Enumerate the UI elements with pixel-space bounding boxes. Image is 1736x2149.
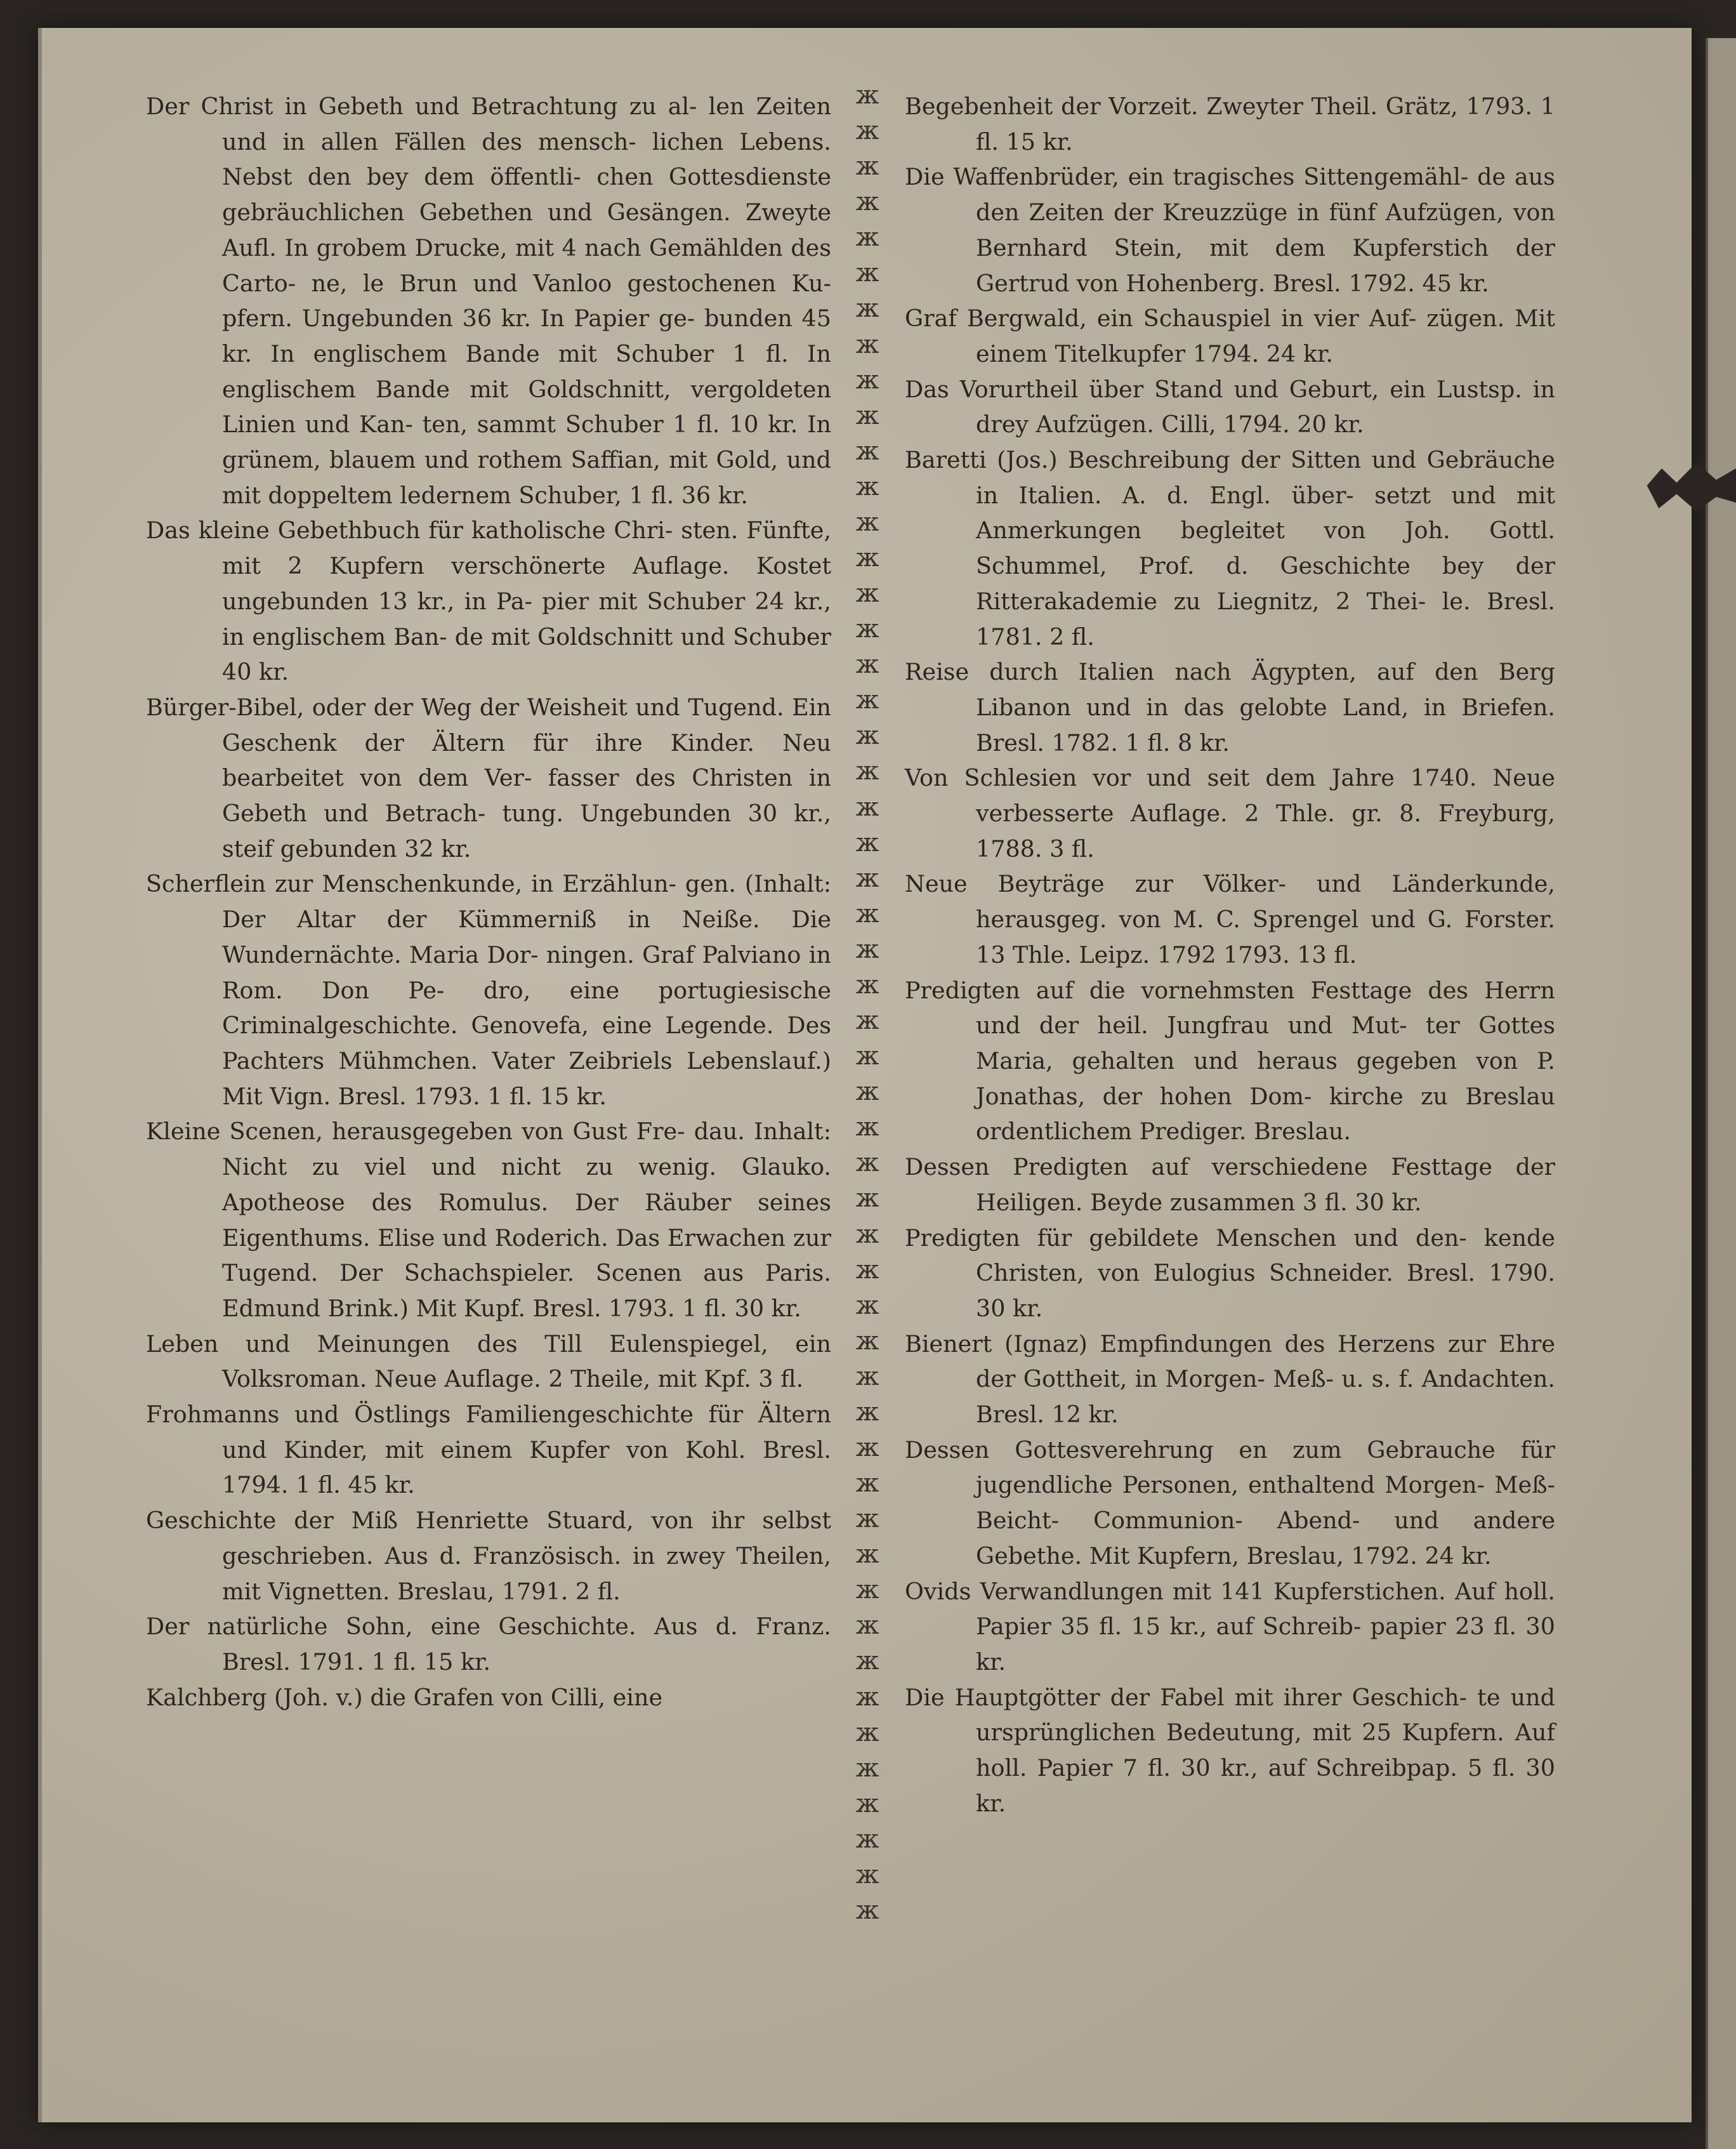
divider-ornament-icon: ж: [855, 472, 879, 501]
divider-ornament-icon: ж: [855, 1184, 879, 1213]
divider-ornament-icon: ж: [855, 1895, 879, 1925]
catalog-entry: Der natürliche Sohn, eine Geschichte. Aus d. Franz. Bresl. 1791. 1 fl. 15 kr.: [146, 1613, 831, 1676]
catalog-entry: Graf Bergwald, ein Schauspiel in vier Auf- zügen. Mit einem Titelkupfer 1794. 24 kr.: [905, 305, 1555, 367]
divider-ornament-icon: ж: [855, 436, 879, 466]
catalog-entry: Dessen Predigten auf verschiedene Festtage der Heiligen. Beyde zusammen 3 fl. 30 kr.: [905, 1153, 1555, 1216]
left-column: [146, 89, 831, 1715]
divider-ornament-icon: ж: [855, 1860, 879, 1889]
divider-ornament-icon: ж: [855, 365, 879, 395]
divider-ornament-icon: ж: [855, 934, 879, 964]
divider-ornament-icon: ж: [855, 1290, 879, 1320]
divider-ornament-icon: ж: [855, 1469, 879, 1498]
divider-ornament-icon: ж: [855, 1682, 879, 1712]
divider-ornament-icon: ж: [855, 650, 879, 680]
catalog-entry: Predigten auf die vornehmsten Festtage des Herrn und der heil. Jungfrau und Mut- ter Gottes Maria, gehalten und heraus gegeben von P. Jonathas, der hohen Dom- kirche zu Breslau ordentlichem Prediger. Breslau.: [905, 976, 1555, 1146]
divider-ornament-icon: ж: [855, 400, 879, 430]
divider-ornament-icon: ж: [855, 507, 879, 537]
divider-ornament-icon: ж: [855, 258, 879, 288]
divider-ornament-icon: ж: [855, 614, 879, 644]
divider-ornament-icon: ж: [855, 1148, 879, 1178]
divider-ornament-icon: ж: [855, 1397, 879, 1427]
divider-ornament-icon: ж: [855, 116, 879, 146]
divider-ornament-icon: ж: [855, 792, 879, 822]
catalog-entry: Predigten für gebildete Menschen und den- kende Christen, von Eulogius Schneider. Bresl. 1790. 30 kr.: [905, 1224, 1555, 1322]
catalog-entry: Ovids Verwandlungen mit 141 Kupferstichen. Auf holl. Papier 35 fl. 15 kr., auf Schreib- papier 23 fl. 30 kr.: [905, 1577, 1555, 1676]
divider-ornament-icon: ж: [855, 187, 879, 217]
divider-ornament-icon: ж: [855, 863, 879, 893]
catalog-entry: Geschichte der Miß Henriette Stuard, von ihr selbst geschrieben. Aus d. Französisch. in zwey Theilen, mit Vignetten. Breslau, 1791. 2 fl.: [146, 1507, 831, 1605]
divider-ornament-icon: ж: [855, 685, 879, 715]
catalog-entry: Baretti (Jos.) Beschreibung der Sitten und Gebräuche in Italien. A. d. Engl. über- setzt und mit Anmerkungen begleitet von Joh. Gottl. Schummel, Prof. d. Geschichte bey der Ritterakademie zu Liegnitz, 2 Thei- le. Bresl. 1781. 2 fl.: [905, 446, 1555, 651]
divider-ornament-icon: ж: [855, 970, 879, 1000]
divider-ornament-icon: ж: [855, 543, 879, 573]
divider-ornament-icon: ж: [855, 1432, 879, 1462]
catalog-entry: Das kleine Gebethbuch für katholische Chri- sten. Fünfte, mit 2 Kupfern verschönerte Auflage. Kostet ungebunden 13 kr., in Pa- pier mit Schuber 24 kr., in englischem Ban- de mit Goldschnitt und Schuber 40 kr.: [146, 517, 831, 686]
divider-ornament-icon: ж: [855, 329, 879, 359]
divider-ornament-icon: ж: [855, 1824, 879, 1854]
divider-ornament-icon: ж: [855, 1646, 879, 1676]
divider-ornament-icon: ж: [855, 1611, 879, 1641]
divider-ornament-icon: ж: [855, 294, 879, 324]
catalog-entry: Der Christ in Gebeth und Betrachtung zu al- len Zeiten und in allen Fällen des mensch- lichen Lebens. Nebst den bey dem öffentli- chen Gottesdienste gebräuchlichen Gebethen und Gesängen. Zweyte Aufl. In grobem Drucke, mit 4 nach Gemählden des Carto- ne, le Brun und Vanloo gestochenen Ku- pfern. Ungebunden 36 kr. In Papier ge- bunden 45 kr. In englischem Bande mit Schuber 1 fl. In englischem Bande mit Goldschnitt, vergoldeten Linien und Kan- ten, sammt Schuber 1 fl. 10 kr. In grünem, blauem und rothem Saffian, mit Gold, und mit doppeltem ledernem Schuber, 1 fl. 36 kr.: [146, 93, 831, 509]
divider-ornament-icon: ж: [855, 721, 879, 751]
divider-ornament-icon: ж: [855, 1575, 879, 1605]
adjacent-page-edge: [1706, 38, 1736, 2149]
divider-ornament-icon: ж: [855, 223, 879, 253]
catalog-entry: Kleine Scenen, herausgegeben von Gust Fre- dau. Inhalt: Nicht zu viel und nicht zu wenig. Glauko. Apotheose des Romulus. Der Räuber seines Eigenthums. Elise und Roderich. Das Erwachen zur Tugend. Der Schachspieler. Scenen aus Paris. Edmund Brink.) Mit Kupf. Bresl. 1793. 1 fl. 30 kr.: [146, 1118, 831, 1322]
catalog-entry: Die Hauptgötter der Fabel mit ihrer Geschich- te und ursprünglichen Bedeutung, mit 25 Kupfern. Auf holl. Papier 7 fl. 30 kr., auf Schreibpap. 5 fl. 30 kr.: [905, 1683, 1555, 1817]
divider-ornament-icon: ж: [855, 1789, 879, 1818]
catalog-entry: Kalchberg (Joh. v.) die Grafen von Cilli, eine: [146, 1683, 663, 1711]
divider-ornament-icon: ж: [855, 1113, 879, 1142]
catalog-entry: Reise durch Italien nach Ägypten, auf den Berg Libanon und in das gelobte Land, in Briefen. Bresl. 1782. 1 fl. 8 kr.: [905, 658, 1555, 757]
divider-ornament-icon: ж: [855, 1753, 879, 1783]
divider-ornament-icon: ж: [855, 757, 879, 786]
catalog-entry: Das Vorurtheil über Stand und Geburt, ein Lustsp. in drey Aufzügen. Cilli, 1794. 20 kr.: [905, 375, 1555, 439]
catalog-entry: Die Waffenbrüder, ein tragisches Sittengemähl- de aus den Zeiten der Kreuzzüge in fünf Aufzügen, von Bernhard Stein, mit dem Kupferstich der Gertrud von Hohenberg. Bresl. 1792. 45 kr.: [905, 163, 1555, 297]
divider-ornament-icon: ж: [855, 1717, 879, 1747]
divider-ornament-icon: ж: [855, 899, 879, 929]
divider-ornament-icon: ж: [855, 1361, 879, 1391]
column-divider-ornament: [844, 83, 891, 1923]
divider-ornament-icon: ж: [855, 152, 879, 182]
divider-ornament-icon: ж: [855, 1326, 879, 1356]
catalog-entry: Von Schlesien vor und seit dem Jahre 1740. Neue verbesserte Auflage. 2 Thle. gr. 8. Freyburg, 1788. 3 fl.: [905, 764, 1555, 863]
catalog-entry: Dessen Gottesverehrung en zum Gebrauche für jugendliche Personen, enthaltend Morgen- Meß- Beicht- Communion- Abend- und andere Gebethe. Mit Kupfern, Breslau, 1792. 24 kr.: [905, 1436, 1555, 1570]
divider-ornament-icon: ж: [855, 81, 879, 110]
catalog-entry: Bienert (Ignaz) Empfindungen des Herzens zur Ehre der Gottheit, in Morgen- Meß- u. s. f. Andachten. Bresl. 12 kr.: [905, 1330, 1555, 1429]
catalog-entry: Scherflein zur Menschenkunde, in Erzählun- gen. (Inhalt: Der Altar der Kümmerniß in Neiße. Die Wundernächte. Maria Dor- ningen. Graf Palviano in Rom. Don Pe- dro, eine portugiesische Criminalgeschichte. Genovefa, eine Legende. Des Pachters Mühmchen. Vater Zeibriels Lebenslauf.) Mit Vign. Bresl. 1793. 1 fl. 15 kr.: [146, 870, 831, 1110]
right-column: [905, 89, 1555, 1821]
divider-ornament-icon: ж: [855, 1540, 879, 1570]
catalog-entry: Leben und Meinungen des Till Eulenspiegel, ein Volksroman. Neue Auflage. 2 Theile, mit Kpf. 3 fl.: [146, 1330, 831, 1393]
divider-ornament-icon: ж: [855, 1219, 879, 1249]
divider-ornament-icon: ж: [855, 579, 879, 609]
catalog-entry: Neue Beyträge zur Völker- und Länderkunde, herausgeg. von M. C. Sprengel und G. Forster. 13 Thle. Leipz. 1792 1793. 13 fl.: [905, 870, 1555, 969]
divider-ornament-icon: ж: [855, 1255, 879, 1285]
divider-ornament-icon: ж: [855, 1077, 879, 1107]
divider-ornament-icon: ж: [855, 1006, 879, 1036]
divider-ornament-icon: ж: [855, 1504, 879, 1534]
catalog-entry: Frohmanns und Östlings Familiengeschichte für Ältern und Kinder, mit einem Kupfer von Kohl. Bresl. 1794. 1 fl. 45 kr.: [146, 1401, 831, 1499]
divider-ornament-icon: ж: [855, 828, 879, 857]
catalog-entry: Bürger-Bibel, oder der Weg der Weisheit und Tugend. Ein Geschenk der Ältern für ihre Kinder. Neu bearbeitet von dem Ver- fasser des Christen in Gebeth und Betrach- tung. Ungebunden 30 kr., steif gebunden 32 kr.: [146, 693, 831, 863]
catalog-entry: Begebenheit der Vorzeit. Zweyter Theil. Grätz, 1793. 1 fl. 15 kr.: [905, 93, 1555, 155]
divider-ornament-icon: ж: [855, 1041, 879, 1071]
